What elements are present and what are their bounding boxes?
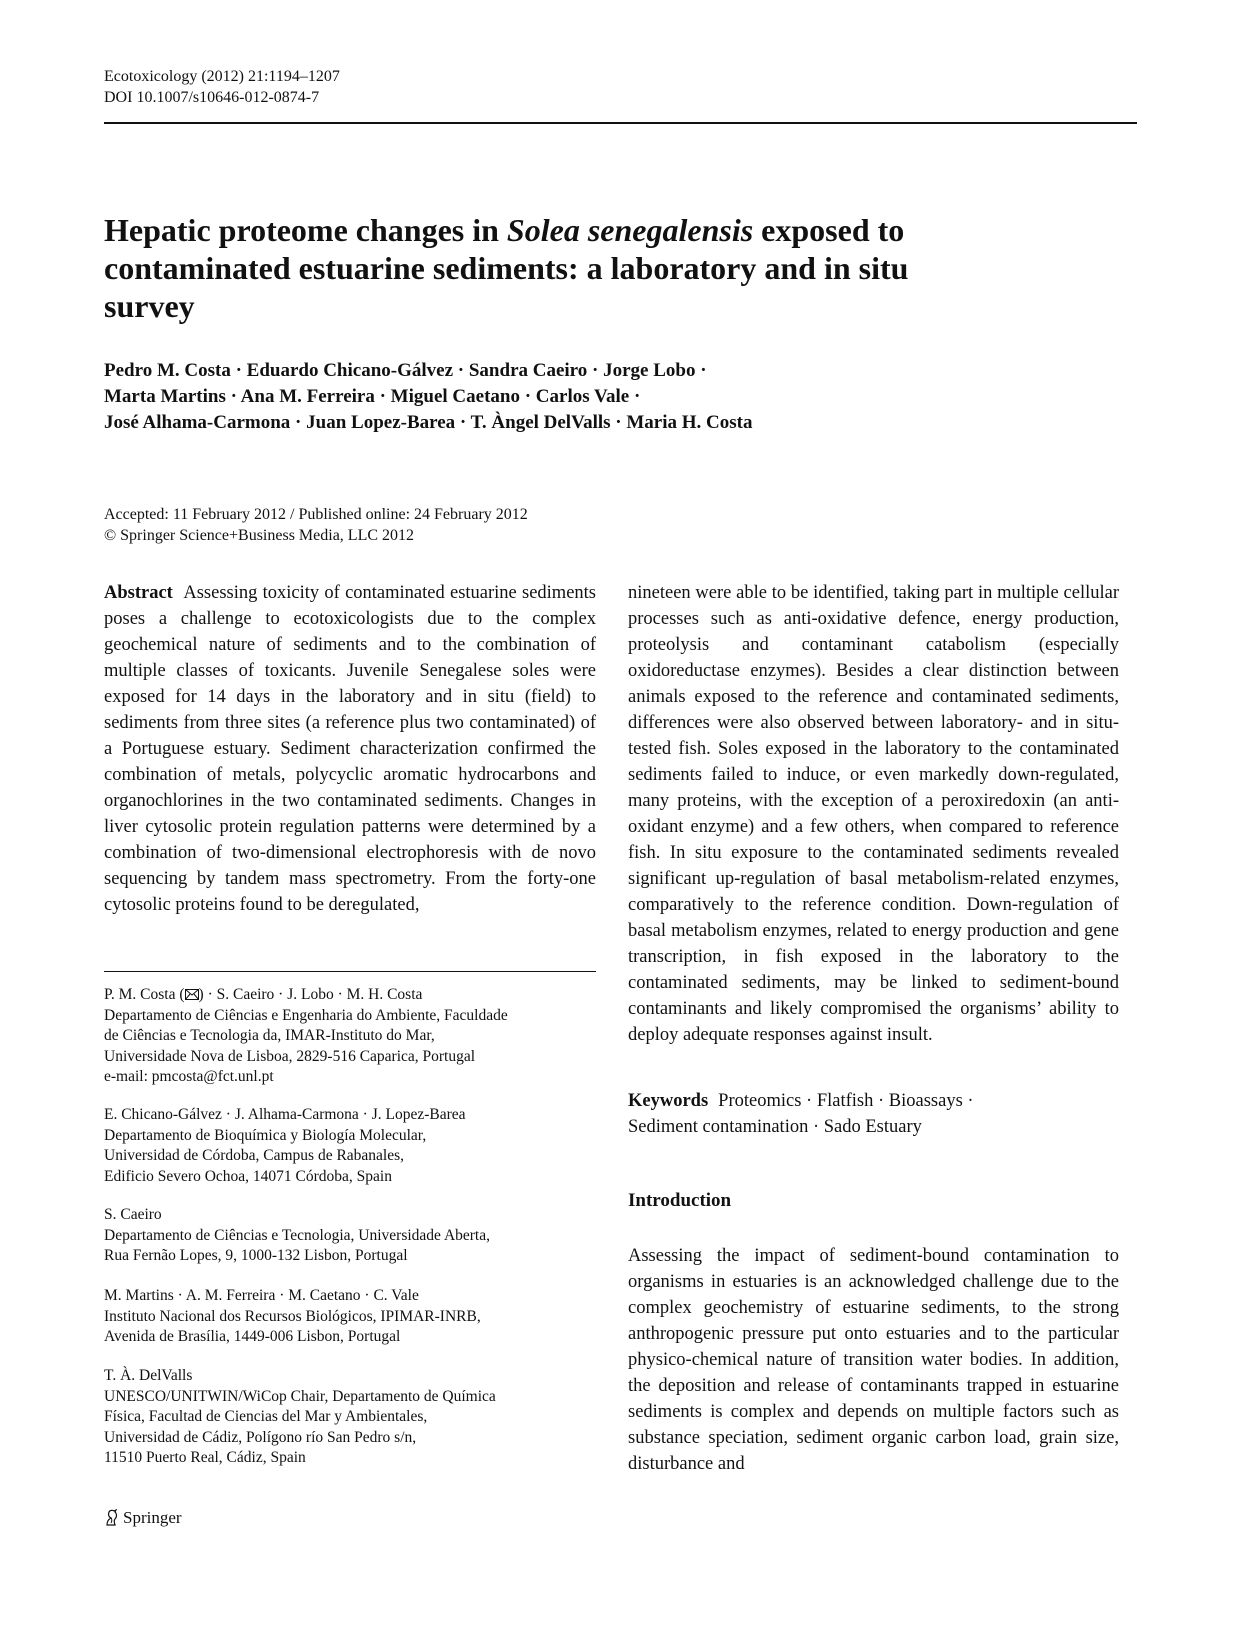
copyright: © Springer Science+Business Media, LLC 2012 [104,527,415,544]
affiliation-line: Instituto Nacional dos Recursos Biológicos, IPIMAR-INRB, [104,1307,481,1325]
header-rule [104,122,1137,124]
affiliation-block [104,1366,604,1469]
abstract-right: nineteen were able to be identified, taking part in multiple cellular processes such as anti-oxidative defence, energy production, proteolysis and contaminant catabolism (especially oxidoreductase enzymes). Besides a clear distinction between animals exposed to the reference and contaminated sediments, differences were also observed between laboratory- and in situ-tested fish. Soles exposed in the laboratory to the contaminated sediments failed to induce, or even markedly down-regulated, many proteins, with the exception of a peroxiredoxin (an anti-oxidant enzyme) and a few others, when compared to reference fish. In situ exposure to the contaminated sediments revealed significant up-regulation of basal metabolism-related enzymes, comparatively to the reference condition. Down-regulation of basal metabolism enzymes, related to energy production and gene transcription, in fish exposed in the laboratory to the contaminated sediments, may be linked to sediment-bound contaminants and likely compromised the organisms’ ability to deploy adequate responses against insult. [628,583,1119,1045]
title-species: Solea senegalensis [506,212,754,248]
affiliation-block [104,1286,604,1348]
publication-dates [104,504,528,546]
affiliation-line: UNESCO/UNITWIN/WiCop Chair, Departamento de Química [104,1387,496,1405]
envelope-icon[interactable] [185,989,199,1000]
affiliation-line: Universidad de Cádiz, Polígono río San Pedro s/n, [104,1428,417,1446]
article-title [104,211,1004,325]
affiliation-line: Avenida de Brasília, 1449-006 Lisbon, Portugal [104,1328,401,1345]
abstract-text-left: Assessing toxicity of contaminated estuarine sediments poses a challenge to ecotoxicologists due to the complex geochemical nature of sediments and to the combination of multiple classes of toxicants. Juvenile Senegalese soles were exposed for 14 days in the laboratory and in situ (field) to sediments from three sites (a reference plus two contaminated) of a Portuguese estuary. Sediment characterization confirmed the combination of metals, polycyclic aromatic hydrocarbons and organochlorines in the two contaminated sediments. Changes in liver cytosolic protein regulation patterns were determined by a combination of two-dimensional electrophoresis with de novo sequencing by tandem mass spectrometry. From the forty-one cytosolic proteins found to be deregulated, [104,583,597,915]
affiliation-line: 11510 Puerto Real, Cádiz, Spain [104,1449,306,1466]
affiliation-rule [104,971,596,972]
affiliation-line: Universidad de Córdoba, Campus de Rabanales, [104,1147,405,1164]
affiliation-authors: E. Chicano-Gálvez · J. Alhama-Carmona · J. Lopez-Barea [104,1106,466,1123]
affiliation-block [104,1205,604,1267]
publisher-name: Springer [123,1508,182,1527]
author-line: José Alhama-Carmona · Juan Lopez-Barea · T. Àngel DelValls · Maria H. Costa [104,412,753,433]
affiliation-line: Departamento de Ciências e Tecnologia, Universidade Aberta, [104,1226,490,1244]
keywords [628,1088,1119,1140]
abstract-left [104,580,596,918]
doi[interactable]: DOI 10.1007/s10646-012-0874-7 [104,89,320,106]
affiliation-authors: S. Caeiro [104,1206,162,1223]
affiliation-authors: M. Martins · A. M. Ferreira · M. Caetano · C. Vale [104,1287,419,1304]
footer [104,1508,182,1528]
affiliation-line: Edificio Severo Ochoa, 14071 Córdoba, Spain [104,1167,392,1185]
affiliation-line: Universidade Nova de Lisboa, 2829-516 Caparica, Portugal [104,1047,476,1065]
introduction-text: Assessing the impact of sediment-bound contamination to organisms in estuaries is an acknowledged challenge due to the complex geochemistry of estuarine sediments, to the strong anthropogenic pressure put onto estuaries and to the particular physico-chemical nature of transition water bodies. In addition, the deposition and release of contaminants trapped in estuarine sediments is complex and depends on multiple factors such as substance speciation, sediment organic carbon load, grain size, disturbance and [628,1246,1119,1474]
affiliation-authors: T. À. DelValls [104,1367,193,1384]
affiliation-line: Física, Facultad de Ciencias del Mar y Ambientales, [104,1408,428,1425]
author-line: Marta Martins · Ana M. Ferreira · Miguel Caetano · Carlos Vale · [104,386,641,407]
affiliation-line: Departamento de Bioquímica y Biología Molecular, [104,1126,427,1144]
journal-citation: Ecotoxicology (2012) 21:1194–1207 [104,68,340,85]
title-part2: exposed to contaminated estuarine sediments: a laboratory and in situ survey [104,212,909,324]
introduction-heading: Introduction [628,1190,732,1211]
abstract-label: Abstract [104,583,173,603]
title-part1: Hepatic proteome changes in [104,212,507,248]
keywords-line1: Proteomics · Flatfish · Bioassays · [718,1091,974,1111]
author-list [104,358,1104,436]
keywords-line2: Sediment contamination · Sado Estuary [628,1117,922,1137]
accepted-published: Accepted: 11 February 2012 / Published online: 24 February 2012 [104,506,528,523]
springer-horse-icon [104,1509,120,1527]
affiliation-line: Rua Fernão Lopes, 9, 1000-132 Lisbon, Portugal [104,1247,408,1264]
affiliation-email[interactable]: e-mail: pmcosta@fct.unl.pt [104,1068,274,1085]
keywords-label: Keywords [628,1091,709,1111]
author-line: Pedro M. Costa · Eduardo Chicano-Gálvez · Sandra Caeiro · Jorge Lobo · [104,360,707,381]
journal-header [104,66,340,108]
affiliation-authors-pre: P. M. Costa ( [104,986,185,1003]
affiliation-line: Departamento de Ciências e Engenharia do Ambiente, Faculdade [104,1006,508,1024]
affiliation-authors-post: ) · S. Caeiro · J. Lobo · M. H. Costa [198,986,423,1003]
affiliation-block [104,1105,604,1187]
affiliation-block [104,985,604,1088]
affiliation-line: de Ciências e Tecnologia da, IMAR-Instituto do Mar, [104,1027,435,1044]
affiliation-authors [104,985,604,1006]
